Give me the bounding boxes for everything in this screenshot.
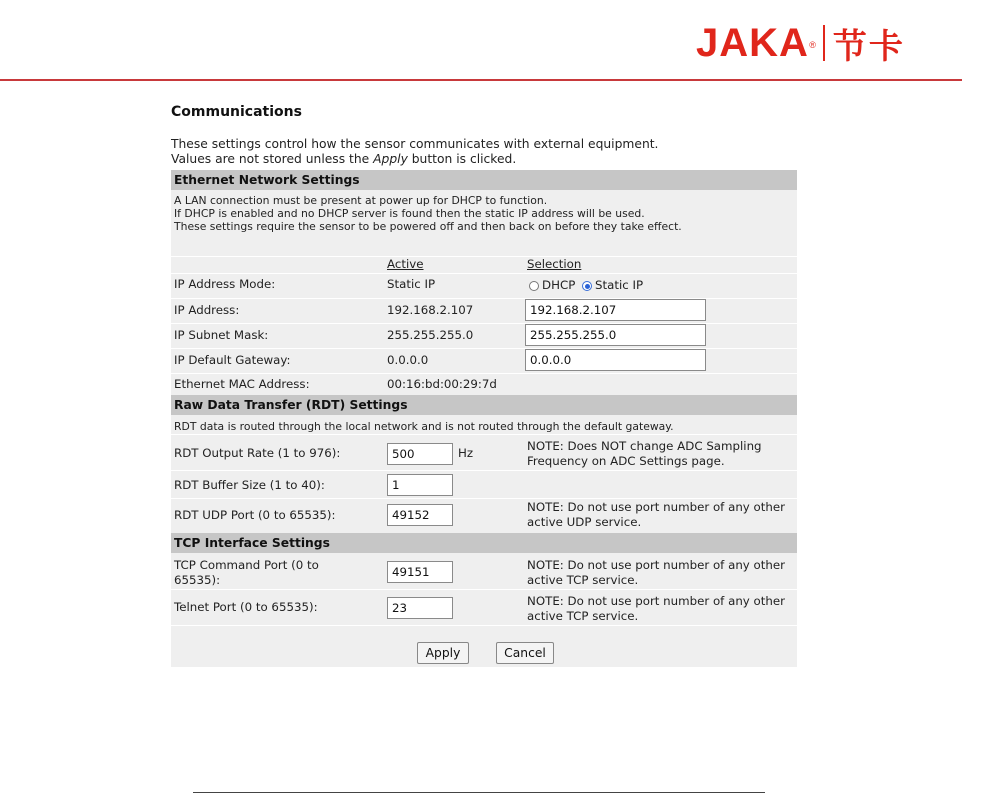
registered-mark: ® <box>809 40 817 50</box>
rdt-rate-note: NOTE: Does NOT change ADC Sampling Frequency on ADC Settings page. <box>527 439 762 468</box>
ethernet-note-3: These settings require the sensor to be powered off and then back on before they take effect. <box>174 220 682 233</box>
header-divider <box>0 79 962 81</box>
rdt-rate-input[interactable] <box>387 443 453 465</box>
default-gateway-active: 0.0.0.0 <box>387 353 429 367</box>
ethernet-section-header: Ethernet Network Settings <box>171 170 797 190</box>
default-gateway-label: IP Default Gateway: <box>174 353 291 367</box>
column-header-selection: Selection <box>527 257 582 271</box>
subnet-mask-input[interactable] <box>525 324 706 346</box>
rdt-udp-note: NOTE: Do not use port number of any other active UDP service. <box>527 500 785 529</box>
static-ip-radio[interactable] <box>582 281 592 291</box>
rdt-udp-port-input[interactable] <box>387 504 453 526</box>
intro-line-2: Values are not stored unless the Apply button is clicked. <box>171 152 517 166</box>
dhcp-radio[interactable] <box>529 281 539 291</box>
settings-panel <box>171 170 797 667</box>
cancel-button[interactable]: Cancel <box>496 642 554 664</box>
subnet-mask-active: 255.255.255.0 <box>387 328 474 342</box>
mac-address-value: 00:16:bd:00:29:7d <box>387 377 497 391</box>
rdt-udp-port-label: RDT UDP Port (0 to 65535): <box>174 508 336 522</box>
subnet-mask-label: IP Subnet Mask: <box>174 328 269 342</box>
dhcp-radio-label[interactable]: DHCP <box>542 278 576 292</box>
telnet-note: NOTE: Do not use port number of any other active TCP service. <box>527 594 785 623</box>
static-ip-radio-label[interactable]: Static IP <box>595 278 644 292</box>
telnet-port-input[interactable] <box>387 597 453 619</box>
tcp-command-port-input[interactable] <box>387 561 453 583</box>
rdt-note: RDT data is routed through the local network and is not routed through the default gateway. <box>174 420 674 433</box>
rdt-rate-label: RDT Output Rate (1 to 976): <box>174 446 341 460</box>
ip-address-active: 192.168.2.107 <box>387 303 474 317</box>
page-title: Communications <box>171 104 302 120</box>
brand-chinese: 节卡 <box>832 26 905 67</box>
ip-address-label: IP Address: <box>174 303 240 317</box>
rdt-buffer-label: RDT Buffer Size (1 to 40): <box>174 478 325 492</box>
footer-divider <box>193 792 765 793</box>
ethernet-note-2: If DHCP is enabled and no DHCP server is found then the static IP address will be used. <box>174 207 645 220</box>
ethernet-note-1: A LAN connection must be present at power up for DHCP to function. <box>174 194 548 207</box>
apply-button[interactable]: Apply <box>417 642 469 664</box>
brand-logo <box>696 20 905 66</box>
intro-line-1: These settings control how the sensor communicates with external equipment. <box>171 137 659 151</box>
brand-latin: JAKA ® <box>696 20 809 66</box>
ip-address-input[interactable] <box>525 299 706 321</box>
tcp-command-port-label: TCP Command Port (0 to 65535): <box>174 558 319 587</box>
tcp-command-note: NOTE: Do not use port number of any other active TCP service. <box>527 558 785 587</box>
telnet-port-label: Telnet Port (0 to 65535): <box>174 600 318 614</box>
brand-divider <box>823 25 825 61</box>
ip-mode-label: IP Address Mode: <box>174 277 276 291</box>
rdt-section-header: Raw Data Transfer (RDT) Settings <box>171 395 797 415</box>
intro-text <box>171 137 658 167</box>
rdt-buffer-input[interactable] <box>387 474 453 496</box>
default-gateway-input[interactable] <box>525 349 706 371</box>
ip-mode-active: Static IP <box>387 277 436 291</box>
mac-address-label: Ethernet MAC Address: <box>174 377 310 391</box>
tcp-section-header: TCP Interface Settings <box>171 533 797 553</box>
rdt-rate-unit: Hz <box>458 446 474 460</box>
column-header-active: Active <box>387 257 424 271</box>
